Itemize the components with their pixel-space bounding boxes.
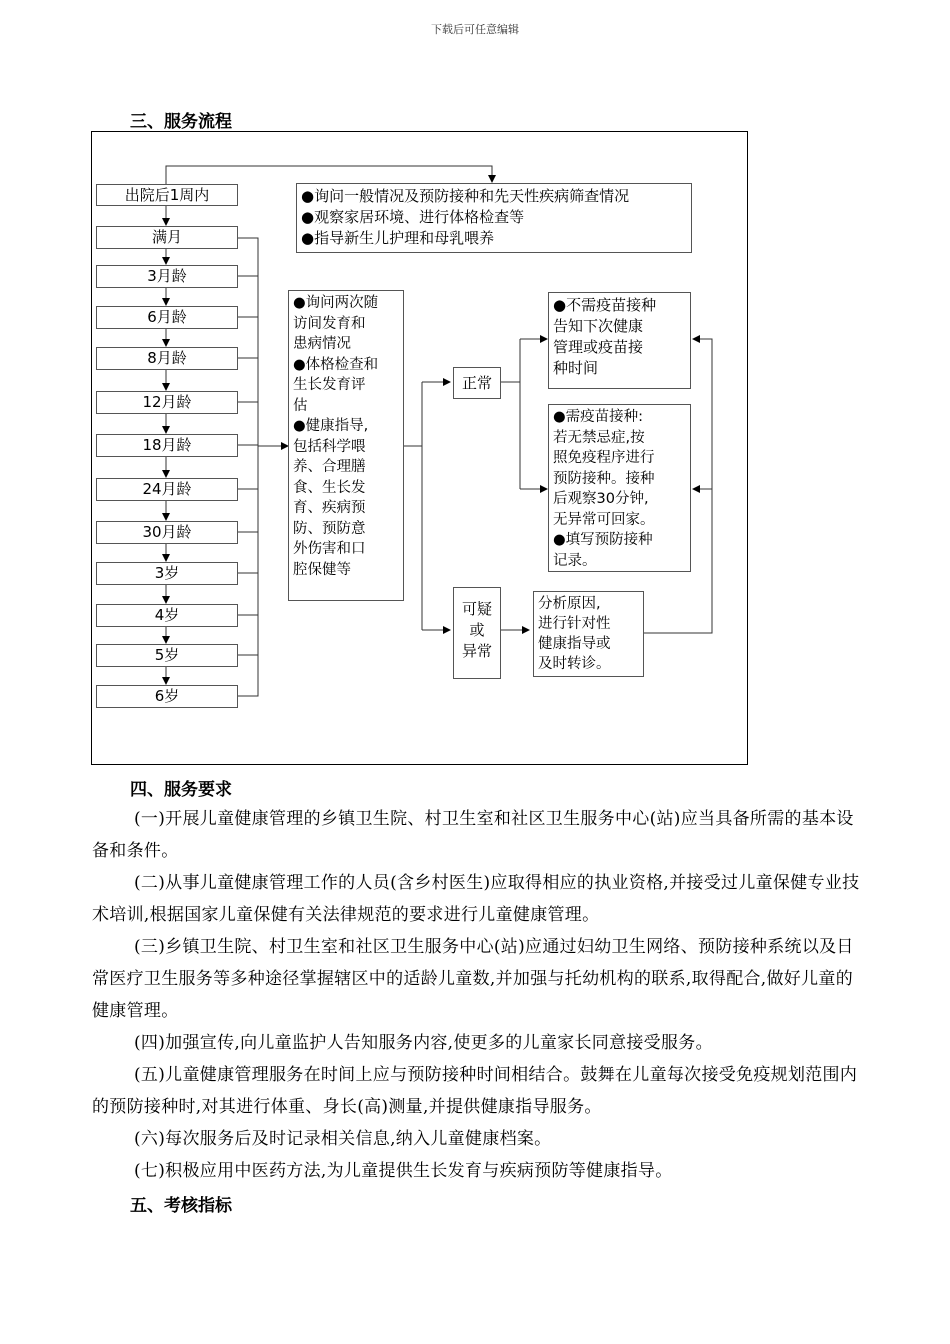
- routine-line: 估: [293, 397, 308, 414]
- section-5-heading: 五、考核指标: [130, 1196, 232, 1216]
- service-flow-diagram: [91, 131, 748, 765]
- first-visit-line: ●观察家居环境、进行体格检查等: [301, 208, 525, 226]
- requirement-paragraph-5: (五)儿童健康管理服务在时间上应与预防接种时间相结合。鼓舞在儿童每次接受免疫规划范围内的预防接种时,对其进行体重、身长(高)测量,并提供健康指导服务。: [92, 1065, 858, 1117]
- abnormal-line: 或: [469, 621, 485, 639]
- requirement-paragraph-3: (三)乡镇卫生院、村卫生室和社区卫生服务中心(站)应通过妇幼卫生网络、预防接种系统以及日常医疗卫生服务等多种途径掌握辖区中的适龄儿童数,并加强与托幼机构的联系,取得配合,做好儿童的健康管理。: [92, 937, 854, 1021]
- requirement-paragraph-4: (四)加强宣传,向儿童监护人告知服务内容,使更多的儿童家长同意接受服务。: [134, 1033, 713, 1053]
- first-visit-line: ●指导新生儿护理和母乳喂养: [301, 229, 495, 247]
- age-box-4years: 4岁: [96, 604, 238, 627]
- routine-line: ●体格检查和: [293, 356, 379, 373]
- vaccine-line: 预防接种。接种: [553, 470, 655, 487]
- routine-line: 食、生长发: [293, 479, 366, 496]
- age-box-12months: 12月龄: [96, 391, 238, 414]
- age-box-8months: 8月龄: [96, 347, 238, 370]
- no-vaccine-box: [548, 292, 691, 389]
- first-visit-box: [296, 183, 692, 253]
- no-vaccine-line: ●不需疫苗接种: [553, 296, 657, 314]
- analysis-line: 进行针对性: [538, 616, 611, 632]
- analysis-box: [533, 591, 644, 677]
- requirement-paragraph-7: (七)积极应用中医药方法,为儿童提供生长发育与疾病预防等健康指导。: [134, 1161, 673, 1181]
- age-box-3months: 3月龄: [96, 265, 238, 288]
- vaccine-line: 无异常可回家。: [553, 511, 655, 528]
- first-visit-line: ●询问一般情况及预防接种和先天性疾病筛查情况: [301, 187, 630, 205]
- vaccine-box: [548, 404, 691, 572]
- section-4-heading: 四、服务要求: [130, 780, 232, 800]
- routine-line: 防、预防意: [293, 520, 366, 537]
- vaccine-line: 记录。: [553, 552, 597, 569]
- vaccine-line: ●需疫苗接种:: [553, 409, 644, 425]
- vaccine-line: 若无禁忌症,按: [553, 429, 645, 446]
- requirement-paragraph-6: (六)每次服务后及时记录相关信息,纳入儿童健康档案。: [134, 1129, 552, 1149]
- age-box-24months: 24月龄: [96, 478, 238, 501]
- section-3-heading: 三、服务流程: [130, 112, 232, 132]
- routine-line: 患病情况: [293, 336, 351, 352]
- routine-visit-box: [288, 290, 404, 601]
- routine-line: ●健康指导,: [293, 418, 369, 434]
- vaccine-line: 照免疫程序进行: [553, 450, 655, 466]
- no-vaccine-line: 管理或疫苗接: [553, 338, 644, 356]
- routine-line: 包括科学喂: [293, 438, 366, 455]
- age-box-5years: 5岁: [96, 644, 238, 667]
- analysis-line: 分析原因,: [538, 596, 601, 612]
- routine-line: 腔保健等: [293, 561, 351, 578]
- abnormal-line: 异常: [461, 642, 492, 660]
- age-box-6years: 6岁: [96, 685, 238, 708]
- no-vaccine-line: 种时间: [553, 359, 599, 377]
- requirement-paragraph-2: (二)从事儿童健康管理工作的人员(含乡村医生)应取得相应的执业资格,并接受过儿童保健专业技术培训,根据国家儿童保健有关法律规范的要求进行儿童健康管理。: [92, 873, 860, 925]
- analysis-line: 及时转诊。: [538, 656, 611, 672]
- age-box-6months: 6月龄: [96, 306, 238, 329]
- age-box-week1: 出院后1周内: [96, 184, 238, 206]
- age-box-1month: 满月: [96, 226, 238, 249]
- routine-line: 育、疾病预: [293, 500, 366, 516]
- normal-box: 正常: [453, 367, 501, 399]
- routine-line: 生长发育评: [293, 377, 366, 393]
- vaccine-line: 后观察30分钟,: [553, 491, 649, 507]
- vaccine-line: ●填写预防接种: [553, 532, 653, 548]
- age-box-30months: 30月龄: [96, 521, 238, 544]
- requirement-paragraph-1: (一)开展儿童健康管理的乡镇卫生院、村卫生室和社区卫生服务中心(站)应当具备所需的基本设备和条件。: [92, 809, 854, 861]
- page-header-note: 下载后可任意编辑: [431, 23, 519, 36]
- routine-line: ●询问两次随: [293, 295, 379, 311]
- age-box-3years: 3岁: [96, 562, 238, 585]
- routine-line: 访间发育和: [293, 315, 366, 332]
- no-vaccine-line: 告知下次健康: [553, 317, 644, 335]
- abnormal-box: [453, 587, 501, 679]
- analysis-line: 健康指导或: [538, 636, 611, 652]
- age-box-18months: 18月龄: [96, 434, 238, 457]
- routine-line: 养、合理膳: [293, 459, 366, 475]
- abnormal-line: 可疑: [461, 600, 492, 618]
- routine-line: 外伤害和口: [293, 541, 366, 557]
